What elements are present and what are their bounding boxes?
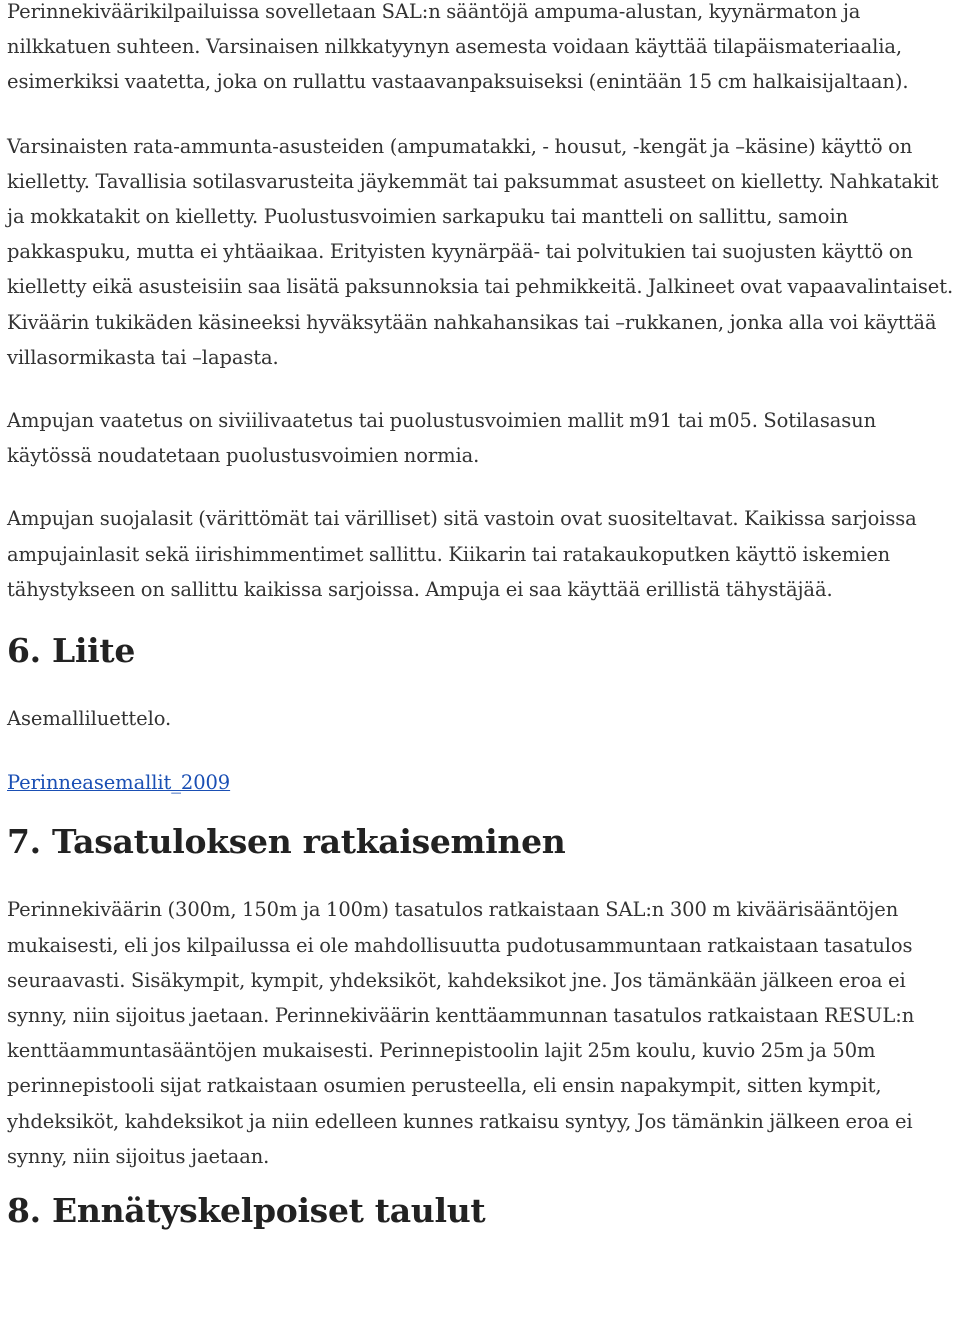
attachment-link-row	[7, 765, 957, 800]
paragraph-model-list: Asemalliluettelo.	[7, 707, 172, 731]
paragraph-clothing-rules: Varsinaisten rata-ammunta-asusteiden (ampumatakki, - housut, -kengät ja –käsine) käyttö on kielletty. Tavallisia sotilasvarusteita jäykemmät tai paksummat asusteet on kielletty. Nahkatakit ja mokkatakit on kielletty. Puolustusvoimien sarkapuku tai mantteli on sallittu, samoin pakkaspuku, mutta ei yhtäaikaa. Erityisten kyynärpää- tai polvitukien tai suojusten käyttö on kielletty eikä asusteisiin saa lisätä paksunnoksia tai pehmikkeitä. Jalkineet ovat vapaavalintaiset. Kiväärin tukikäden käsineeksi hyväksytään nahkahansikas tai –rukkanen, jonka alla voi käyttää villasormikasta tai –lapasta.	[7, 134, 954, 369]
section-heading-record-targets: 8. Ennätyskelpoiset taulut	[7, 1191, 486, 1231]
section-heading-appendix: 6. Liite	[7, 631, 136, 671]
paragraph-tiebreak-rules: Perinnekiväärin (300m, 150m ja 100m) tasatulos ratkaistaan SAL:n 300 m kiväärisääntöjen mukaisesti, eli jos kilpailussa ei ole mahdollisuutta pudotusammuntaan ratkaistaan tasatulos seuraavasti. Sisäkympit, kympit, yhdeksiköt, kahdeksikot jne. Jos tämänkään jälkeen eroa ei synny, niin sijoitus jaetaan. Perinnekiväärin kenttäammunnan tasatulos ratkaistaan RESUL:n kenttäammuntasääntöjen mukaisesti. Perinnepistoolin lajit 25m koulu, kuvio 25m ja 50m perinnepistooli sijat ratkaistaan osumien perusteella, eli ensin napakympit, sitten kympit, yhdeksiköt, kahdeksikot ja niin edelleen kunnes ratkaisu syntyy, Jos tämänkin jälkeen eroa ei synny, niin sijoitus jaetaan.	[7, 898, 915, 1168]
document-page	[7, 0, 957, 1231]
paragraph-shooter-attire: Ampujan vaatetus on siviilivaatetus tai puolustusvoimien mallit m91 tai m05. Sotilasasun käytössä noudatetaan puolustusvoimien normia.	[7, 409, 877, 468]
paragraph-glasses-spotting: Ampujan suojalasit (värittömät tai värilliset) sitä vastoin ovat suositeltavat. Kaikissa sarjoissa ampujainlasit sekä iirishimmentimet sallittu. Kiikarin tai ratakaukoputken käyttö iskemien tähystykseen on sallittu kaikissa sarjoissa. Ampuja ei saa käyttää erillistä tähystäjää.	[7, 507, 917, 601]
attachment-link[interactable]: Perinneasemallit_2009	[7, 771, 231, 795]
section-heading-tiebreak: 7. Tasatuloksen ratkaiseminen	[7, 822, 566, 862]
paragraph-equipment-support: Perinnekiväärikilpailuissa sovelletaan SAL:n sääntöjä ampuma-alustan, kyynärmaton ja nilkkatuen suhteen. Varsinaisen nilkkatyynyn asemesta voidaan käyttää tilapäismateriaalia, esimerkiksi vaatetta, joka on rullattu vastaavanpaksuiseksi (enintään 15 cm halkaisijaltaan).	[7, 0, 909, 94]
